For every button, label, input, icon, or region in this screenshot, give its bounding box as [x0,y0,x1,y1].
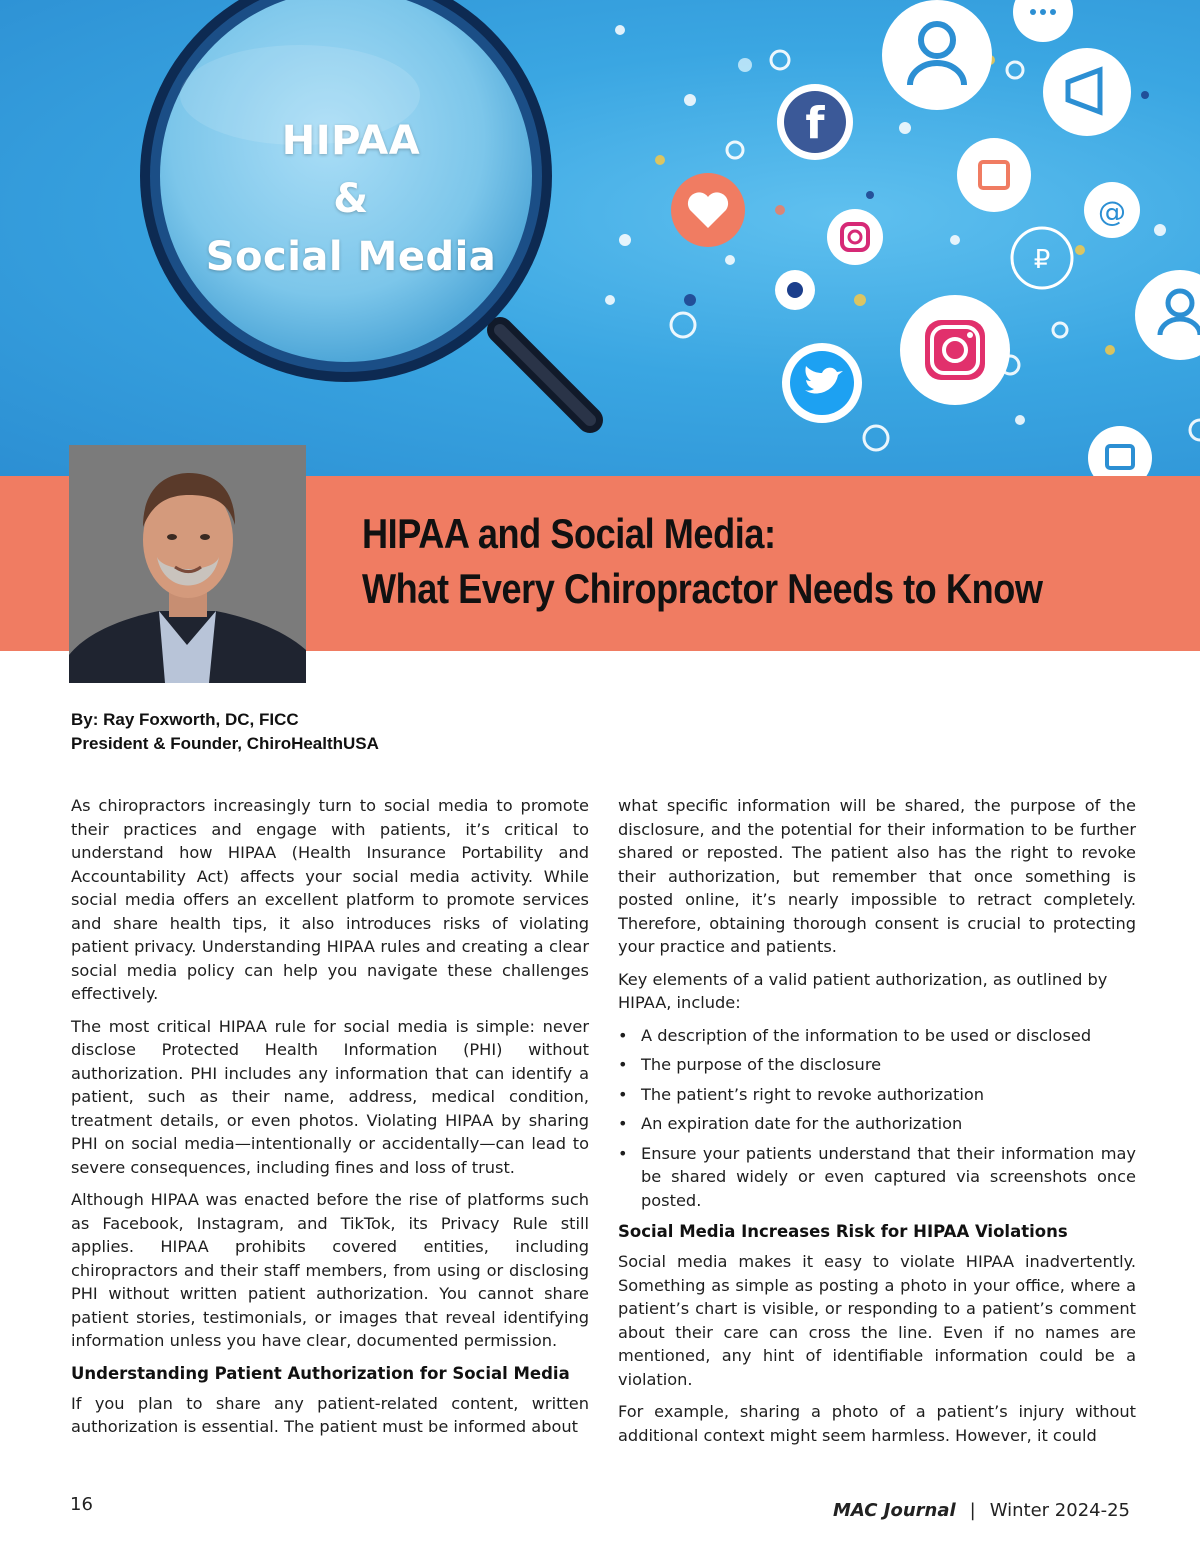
bullet-icon: • [618,1025,628,1045]
hero-title [196,112,506,286]
bullet-icon: • [618,1084,628,1104]
footer-publication [833,1500,1130,1521]
author-photo [69,445,306,683]
paragraph: For example, sharing a photo of a patient’s injury without additional context might seem harmless. However, it could [618,1402,1136,1445]
list-item [618,1083,1136,1107]
list-item-text: Ensure your patients understand that their information may be shared widely or even captured via screenshots once posted. [641,1143,1136,1210]
paragraph: Although HIPAA was enacted before the rise of platforms such as Facebook, Instagram, and TikTok, its Privacy Rule still applies. HIPAA prohibits covered entities, including chiropractors and their staff members, from using or disclosing PHI without written patient authorization. You cannot share patient stories, testimonials, or images that reveal identifying information unless you have clear, documented permission. [71,1190,589,1350]
heart-icon [671,173,745,247]
byline [71,708,379,756]
article-headline [362,506,1050,616]
list-item-text: An expiration date for the authorization [641,1114,963,1133]
paragraph: The most critical HIPAA rule for social media is simple: never disclose Protected Health Information (PHI) without authorization. PHI includes any information that can identify a patient, such as their name, address, medical condition, treatment details, or even photos. Violating HIPAA by sharing PHI on social media—intentionally or accidentally—can lead to severe consequences, including fines and loss of trust. [71,1016,589,1177]
instagram-icon [900,295,1010,405]
megaphone-icon [1043,48,1131,136]
paragraph: what specific information will be shared, the purpose of the disclosure, and the potential for their information to be further shared or reposted. The patient also has the right to revoke their authorization, but remember that once something is posted online, it’s nearly impossible to retract completely. Therefore, obtaining thorough consent is crucial to protecting your practice and patients. [618,796,1136,956]
chat-icon [1013,0,1073,42]
instagram-small-icon [827,209,883,265]
svg-text:₽: ₽ [1033,245,1051,275]
svg-text:f: f [805,98,825,149]
eye-icon [775,270,815,310]
authorization-list [618,1024,1136,1213]
list-item [618,1112,1136,1136]
author-role: President & Founder, ChiroHealthUSA [71,734,379,753]
at-icon [1084,182,1140,238]
section-heading: Social Media Increases Risk for HIPAA Violations [618,1222,1068,1241]
bullet-icon: • [618,1114,628,1133]
twitter-icon [782,343,862,423]
list-item [618,1142,1136,1213]
journal-name: MAC Journal [832,1500,956,1521]
svg-text:@: @ [1098,195,1126,228]
hero-title-line: HIPAA [281,118,421,164]
list-item [618,1024,1136,1048]
paragraph: Social media makes it easy to violate HIPAA inadvertently. Something as simple as posting a photo in your office, where a patient’s chart is visible, or responding to a patient’s comment about their care can cross the line. Even if no names are mentioned, any hint of identifiable information could be a violation. [618,1252,1136,1389]
facebook-icon [777,84,853,160]
bullet-icon: • [618,1143,628,1163]
paragraph: Key elements of a valid patient authorization, as outlined by HIPAA, include: [618,969,1108,1012]
list-item-text: The patient’s right to revoke authorization [641,1084,985,1104]
list-item-text: The purpose of the disclosure [641,1055,882,1074]
notification-icon [1088,426,1152,476]
list-item-text: A description of the information to be used or disclosed [641,1025,1092,1045]
section-heading: Understanding Patient Authorization for Social Media [71,1363,570,1383]
money-icon [1012,228,1072,288]
headline-line: HIPAA and Social Media: [362,510,776,557]
list-item [618,1053,1136,1077]
bullet-icon: • [618,1055,628,1074]
user-icon-1 [882,0,992,110]
hero-image [0,0,1200,476]
headline-line: What Every Chiropractor Needs to Know [362,565,1043,612]
hero-title-line: & [333,176,369,222]
hero-title-line: Social Media [205,234,497,280]
author-portrait [69,445,306,683]
paragraph: If you plan to share any patient-related content, written authorization is essential. The patient must be informed about [71,1393,589,1436]
calendar-icon [957,138,1031,212]
paragraph: As chiropractors increasingly turn to social media to promote their practices and engage with patients, it’s critical to understand how HIPAA (Health Insurance Portability and Accountability Act) affects your social media activity. While social media offers an excellent platform to promote services and share health tips, it also introduces risks of violating patient privacy. Understanding HIPAA rules and creating a clear social media policy can help you navigate these challenges effectively. [71,796,589,1003]
author-name: By: Ray Foxworth, DC, FICC [71,710,299,729]
left-column [71,794,589,1448]
page-number: 16 [70,1494,93,1515]
hero-illustration [0,0,1200,476]
issue-label: Winter 2024-25 [989,1500,1130,1521]
user-icon-2 [1135,270,1200,360]
footer-separator: | [969,1500,976,1521]
right-column [618,794,1136,1456]
